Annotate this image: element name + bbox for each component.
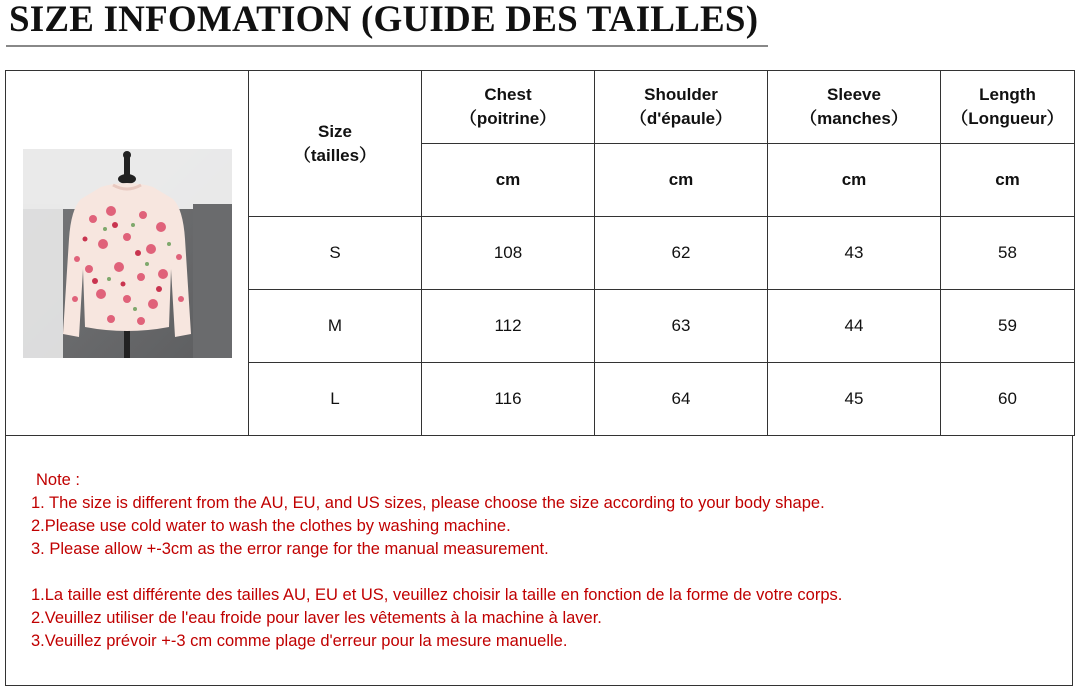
note-line-en-3: 3. Please allow +-3cm as the error range for the manual measurement. (31, 540, 549, 558)
shoulder-unit: cm (595, 144, 768, 217)
length-unit: cm (941, 144, 1075, 217)
shoulder-cell: 63 (595, 290, 768, 363)
sleeve-header-fr: （manches） (800, 109, 908, 128)
sleeve-cell: 43 (768, 217, 941, 290)
chest-cell: 116 (422, 363, 595, 436)
size-cell: M (249, 290, 422, 363)
size-header-fr: （tailles） (293, 145, 377, 165)
chest-cell: 108 (422, 217, 595, 290)
note-line-fr-1: 1.La taille est différente des tailles AU, EU et US, veuillez choisir la taille en fonction de la forme de votre corps. (31, 586, 843, 604)
notes-box (5, 436, 1073, 686)
length-header-fr: （Longueur） (951, 109, 1064, 128)
size-cell: S (249, 217, 422, 290)
chest-header-en: Chest (484, 85, 532, 104)
shoulder-header (595, 71, 768, 144)
note-line-en-2: 2.Please use cold water to wash the clothes by washing machine. (31, 517, 511, 535)
length-cell: 60 (941, 363, 1075, 436)
size-header-en: Size (317, 121, 353, 141)
sleeve-cell: 45 (768, 363, 941, 436)
chest-unit: cm (422, 144, 595, 217)
sleeve-header-en: Sleeve (827, 85, 881, 104)
sleeve-unit: cm (768, 144, 941, 217)
size-column-header (249, 71, 422, 217)
note-line-fr-2: 2.Veuillez utiliser de l'eau froide pour laver les vêtements à la machine à laver. (31, 609, 602, 627)
chest-header-fr: （poitrine） (459, 109, 557, 128)
note-line-en-1: 1. The size is different from the AU, EU, and US sizes, please choose the size according to your body shape. (31, 494, 825, 512)
length-cell: 58 (941, 217, 1075, 290)
floral-sweater-image (23, 149, 232, 358)
length-cell: 59 (941, 290, 1075, 363)
title-underline (6, 45, 768, 47)
size-table (5, 70, 1075, 436)
shoulder-header-fr: （d'épaule） (629, 109, 733, 128)
page-title: SIZE INFOMATION (GUIDE DES TAILLES) (9, 0, 759, 40)
sleeve-header (768, 71, 941, 144)
notes-heading: Note : (36, 471, 81, 489)
chest-cell: 112 (422, 290, 595, 363)
chest-header (422, 71, 595, 144)
length-header (941, 71, 1075, 144)
note-line-fr-3: 3.Veuillez prévoir +-3 cm comme plage d'erreur pour la mesure manuelle. (31, 632, 568, 650)
sleeve-cell: 44 (768, 290, 941, 363)
shoulder-header-en: Shoulder (644, 85, 718, 104)
product-image-cell (6, 71, 249, 436)
shoulder-cell: 62 (595, 217, 768, 290)
length-header-en: Length (979, 85, 1036, 104)
size-cell: L (249, 363, 422, 436)
shoulder-cell: 64 (595, 363, 768, 436)
